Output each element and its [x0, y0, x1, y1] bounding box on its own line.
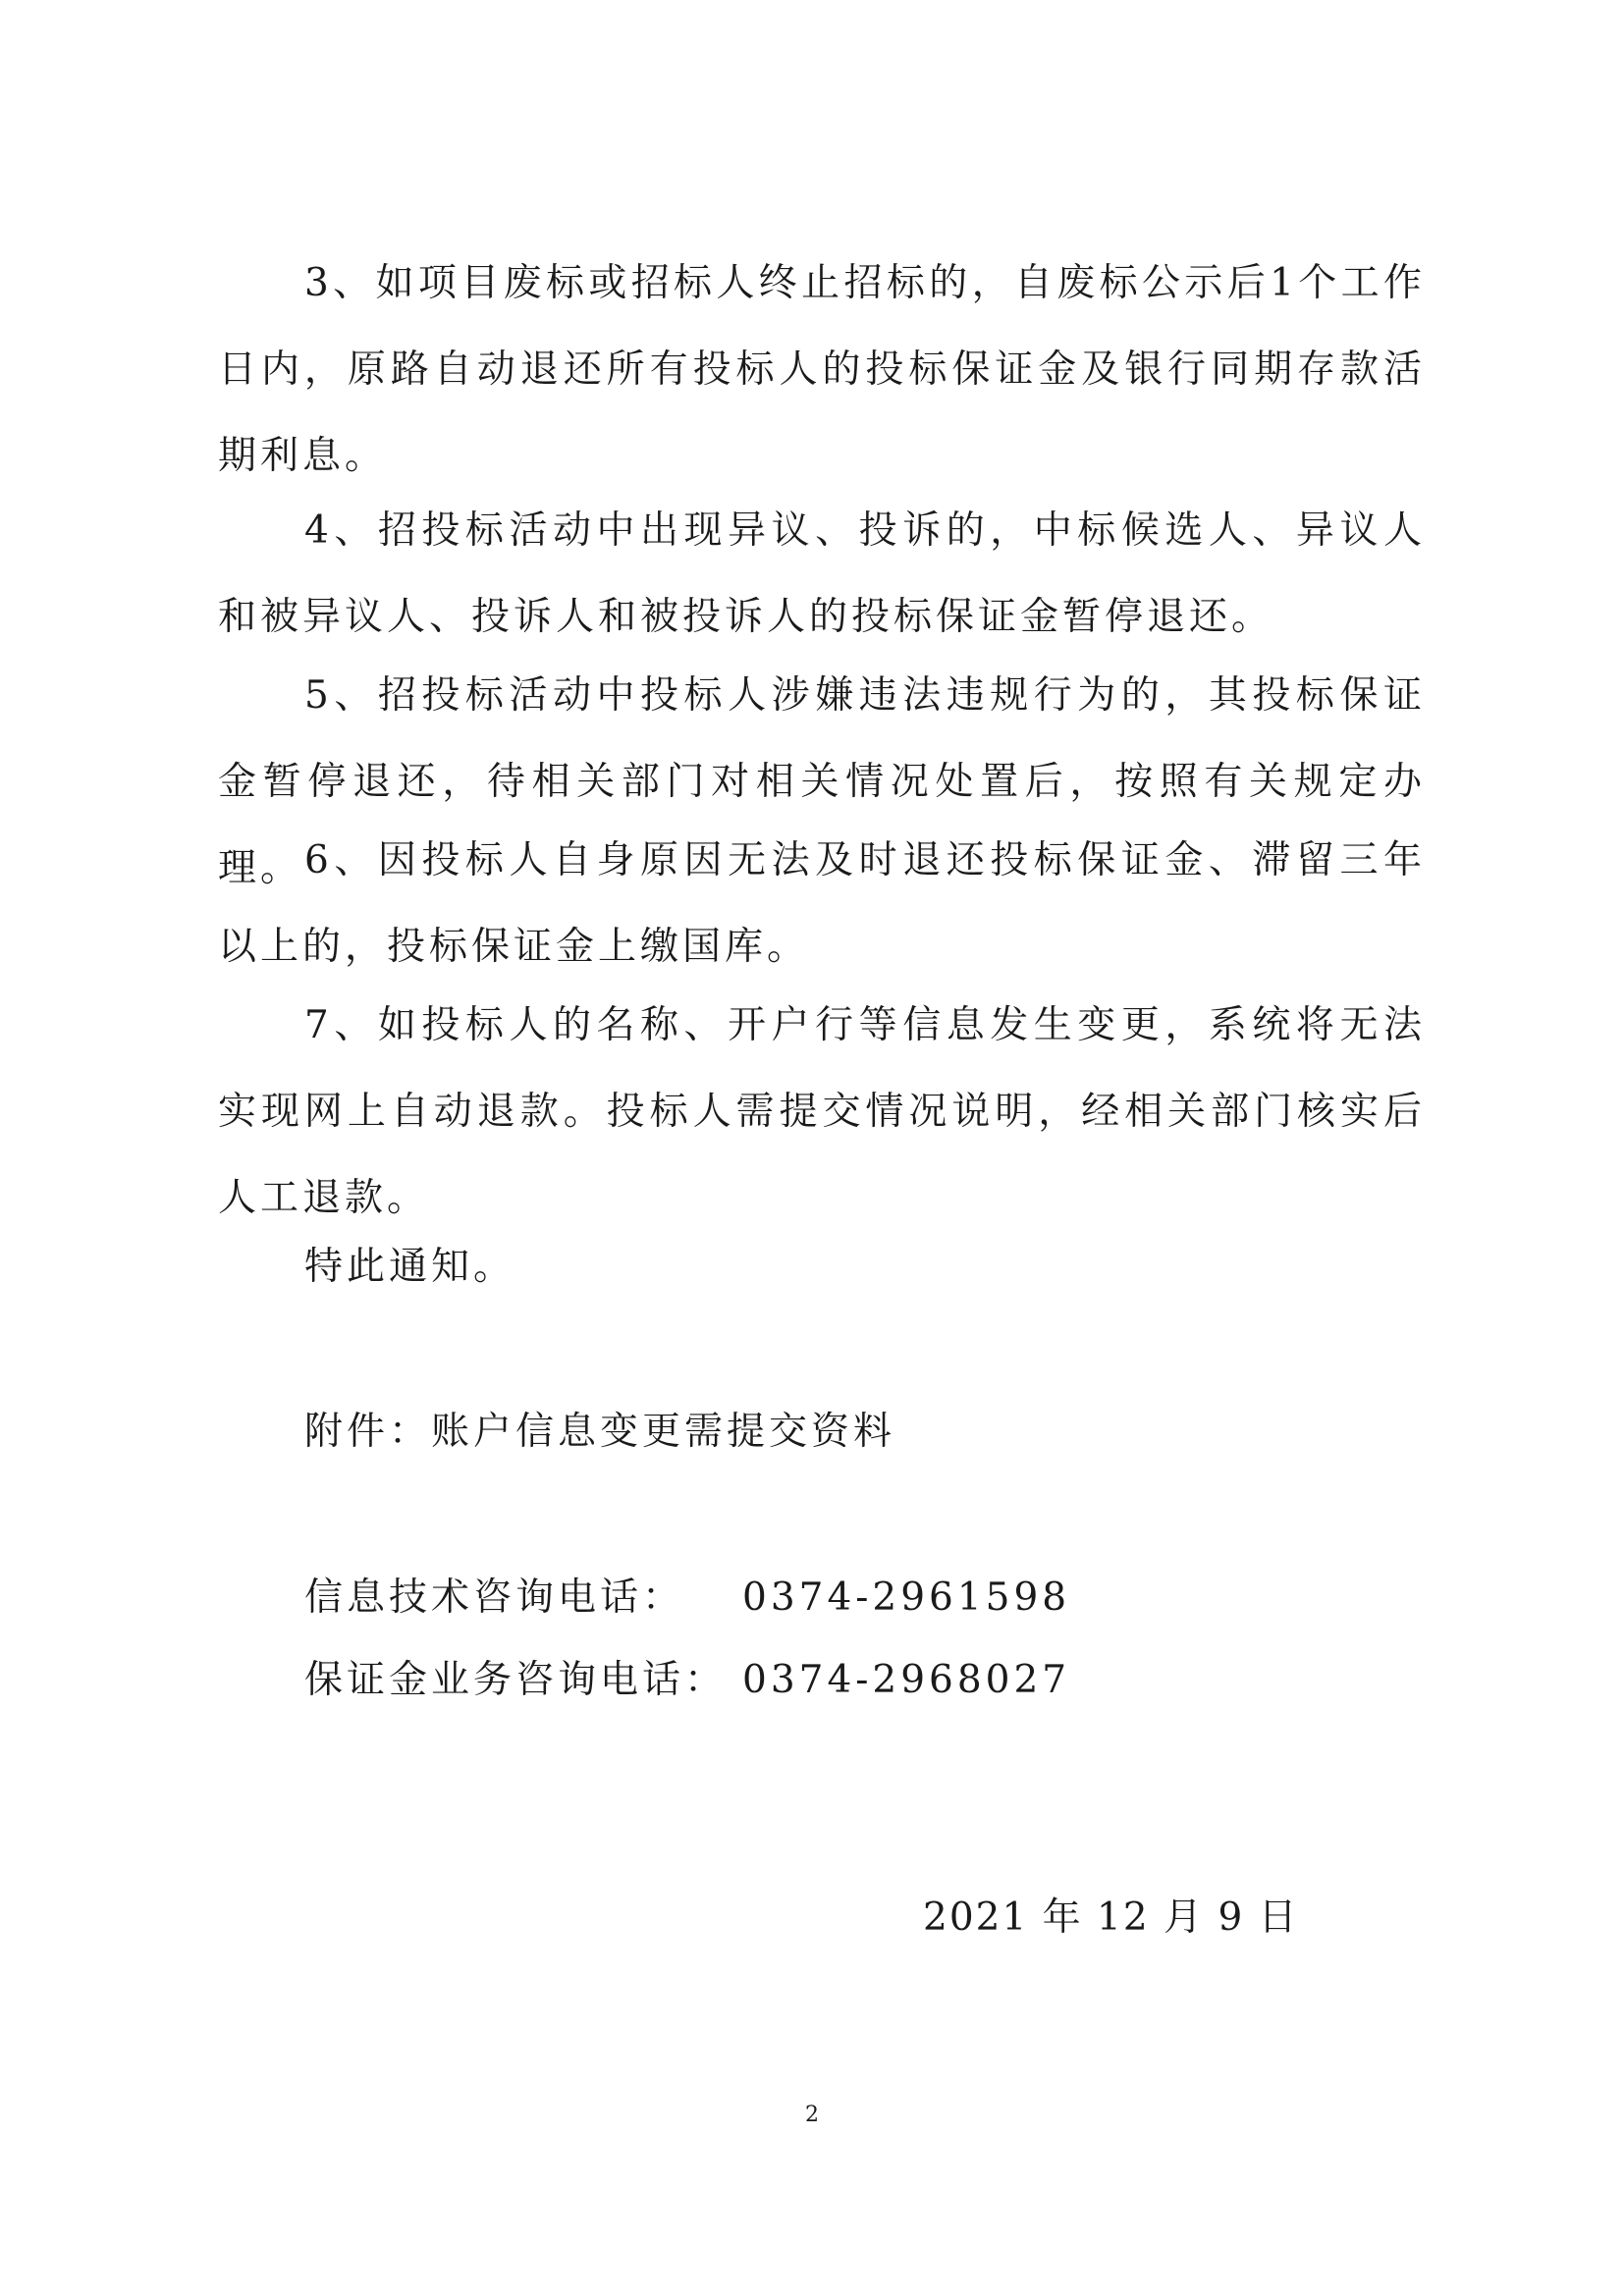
contact-phone: 0374-2961598 [742, 1575, 1071, 1620]
paragraph-item-5: 5、招投标活动中投标人涉嫌违法违规行为的，其投标保证金暂停退还，待相关部门对相关情况处置后，按照有关规定办理。 [218, 673, 1426, 890]
document-date: 2021 年 12 月 9 日 [923, 1896, 1299, 1940]
contact-label: 保证金业务咨询电话： [304, 1658, 728, 1702]
paragraph-item-7: 7、如投标人的名称、开户行等信息发生变更，系统将无法实现网上自动退款。投标人需提交情况说明，经相关部门核实后人工退款。 [218, 1003, 1426, 1220]
contact-phone: 0374-2968027 [742, 1658, 1071, 1702]
attachment-note: 附件：账户信息变更需提交资料 [304, 1410, 896, 1454]
closing-text: 特此通知。 [304, 1245, 516, 1289]
paragraph-item-4: 4、招投标活动中出现异议、投诉的，中标候选人、异议人和被异议人、投诉人和被投诉人的投标保证金暂停退还。 [218, 508, 1426, 639]
paragraph-item-3: 3、如项目废标或招标人终止招标的，自废标公示后1个工作日内，原路自动退还所有投标人的投标保证金及银行同期存款活期利息。 [218, 261, 1426, 478]
paragraph-item-6: 6、因投标人自身原因无法及时退还投标保证金、滞留三年以上的，投标保证金上缴国库。 [218, 838, 1426, 969]
contact-label: 信息技术咨询电话： [304, 1575, 685, 1620]
contact-row-deposit [304, 1637, 1071, 1724]
contact-row-it [304, 1555, 1071, 1641]
page-number: 2 [805, 2103, 819, 2127]
